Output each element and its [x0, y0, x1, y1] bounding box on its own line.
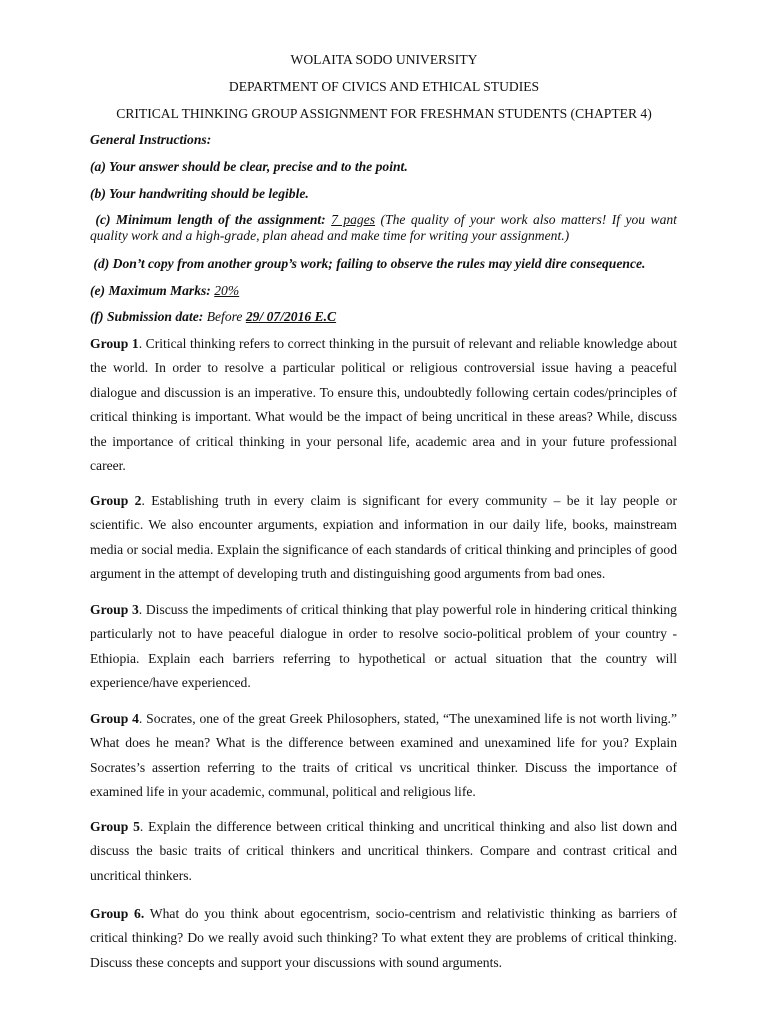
instruction-d [90, 256, 645, 272]
instruction-f-value: 29/ 07/2016 E.C [245, 309, 337, 324]
instruction-f-label: (f) Submission date: [90, 309, 207, 324]
group-4-paragraph [90, 707, 677, 805]
group-5-label: Group 5 [90, 819, 140, 834]
group-3-paragraph [90, 598, 677, 696]
instruction-d-text: (d) Don’t copy from another group’s work; failing to observe the rules may yield dire consequence. [93, 256, 646, 271]
group-3-text: . Discuss the impediments of critical thinking that play powerful role in hindering critical thinking particularly not to have peaceful dialogue in order to resolve socio-political problem of your country - Ethiopia. Explain each barriers referring to hypothetical or actual situation that the country will experience/have experienced. [90, 602, 677, 691]
instruction-f-before: Before [206, 309, 246, 324]
instruction-c-note: (The quality of your work also matters! If you want quality work and a high-grade, plan ahead and make time for writing your assignment.) [90, 212, 677, 243]
assignment-title: CRITICAL THINKING GROUP ASSIGNMENT FOR FRESHMAN STUDENTS (CHAPTER 4) [116, 106, 652, 121]
instruction-c-pages: 7 pages [331, 212, 376, 227]
instruction-e [90, 283, 239, 299]
group-2-label: Group 2 [90, 493, 142, 508]
group-2-paragraph [90, 489, 677, 587]
university-name: WOLAITA SODO UNIVERSITY [290, 52, 478, 67]
instruction-e-label: (e) Maximum Marks: [90, 283, 215, 298]
instruction-f [90, 309, 336, 325]
department-name: DEPARTMENT OF CIVICS AND ETHICAL STUDIES [228, 79, 540, 94]
group-1-text: . Critical thinking refers to correct thinking in the pursuit of relevant and reliable knowledge about the world. In order to resolve a particular political or religious controversial issue having a peaceful dialogue and discussion is an imperative. To ensure this, undoubtedly following certain codes/principles of critical thinking is important. What would be the impact of being uncritical in these areas? While, discuss the importance of critical thinking in your personal life, academic area and in your future professional career. [90, 336, 678, 474]
group-6-text: What do you think about egocentrism, socio-centrism and relativistic thinking as barriers of critical thinking? Do we really avoid such thinking? To what extent they are problems of critical thinking. Discuss these concepts and support your discussions with sound arguments. [90, 906, 677, 970]
group-5-paragraph [90, 815, 677, 888]
group-6-label: Group 6. [90, 906, 145, 921]
instruction-e-value: 20% [214, 283, 240, 298]
group-1-paragraph [90, 332, 677, 478]
group-4-label: Group 4 [90, 711, 139, 726]
instruction-c [90, 212, 677, 244]
group-4-text: . Socrates, one of the great Greek Philosophers, stated, “The unexamined life is not worth living.” What does he mean? What is the difference between examined and unexamined life for you? Explain Socrates’s assertion referring to the traits of critical vs uncritical thinker. Discuss the importance of examined life in your academic, communal, political and religious life. [90, 711, 677, 800]
group-5-text: . Explain the difference between critical thinking and uncritical thinking and also list down and discuss the basic traits of critical thinkers and uncritical thinkers. Compare and contrast critical and uncritical thinkers. [90, 819, 677, 883]
instruction-b: (b) Your handwriting should be legible. [90, 186, 309, 201]
instructions-heading: General Instructions: [90, 132, 212, 147]
instruction-a: (a) Your answer should be clear, precise and to the point. [90, 159, 408, 174]
instruction-c-label: (c) Minimum length of the assignment: [95, 212, 332, 227]
group-1-label: Group 1 [90, 336, 139, 351]
group-2-text: . Establishing truth in every claim is significant for every community – be it lay people or scientific. We also encounter arguments, expiation and information in our daily life, books, mainstream media or social media. Explain the significance of each standards of critical thinking and principles of good argument in the attempt of developing truth and distinguishing good arguments from bad ones. [90, 493, 677, 582]
group-3-label: Group 3 [90, 602, 139, 617]
group-6-paragraph [90, 902, 677, 975]
